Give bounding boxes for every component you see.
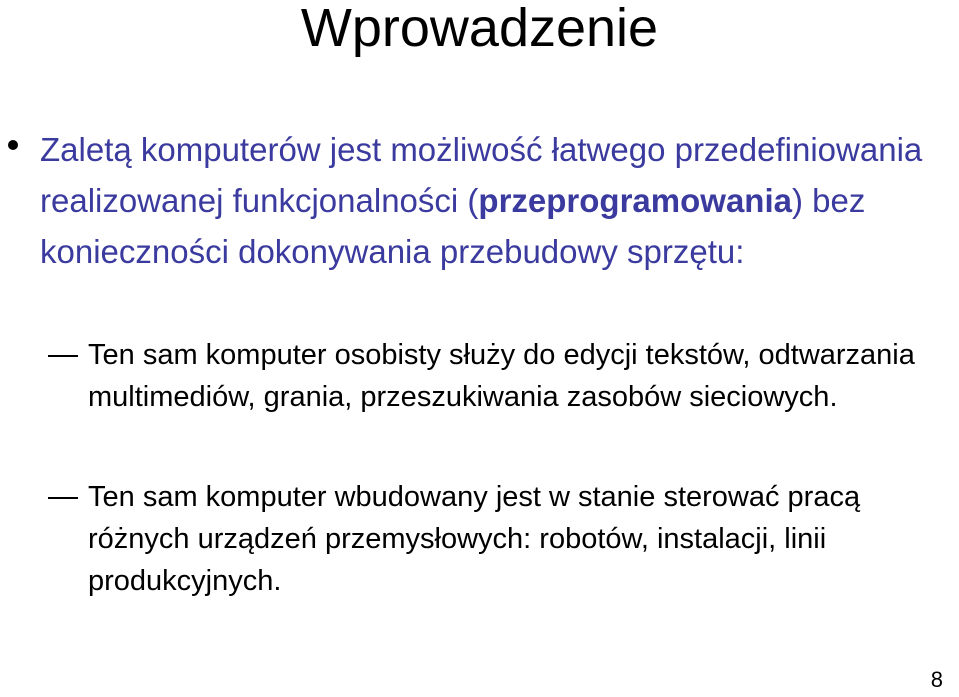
sub-point-dash [48,497,78,499]
page-number: 8 [930,667,943,692]
bullet-dot [8,140,18,150]
main-point-bold-term: przeprogramowania [478,182,792,219]
sub-point-2: Ten sam komputer wbudowany jest w stanie sterować pracą różnych urządzeń przemysłowych: robotów, instalacji, linii produkcyjnych. [88,481,861,597]
sub-point-1: Ten sam komputer osobisty służy do edycji tekstów, odtwarzania multimediów, grania, przeszukiwania zasobów sieciowych. [88,339,915,413]
sub-point-dash [48,355,78,357]
slide-title: Wprowadzenie [300,0,659,58]
main-point-text-after: ) bez konieczności dokonywania przebudowy sprzętu: [40,182,866,270]
main-point-text-before: Zaletą komputerów jest możliwość łatwego przedefiniowania realizowanej funkcjonalności ( [40,131,923,219]
main-point [40,124,940,277]
